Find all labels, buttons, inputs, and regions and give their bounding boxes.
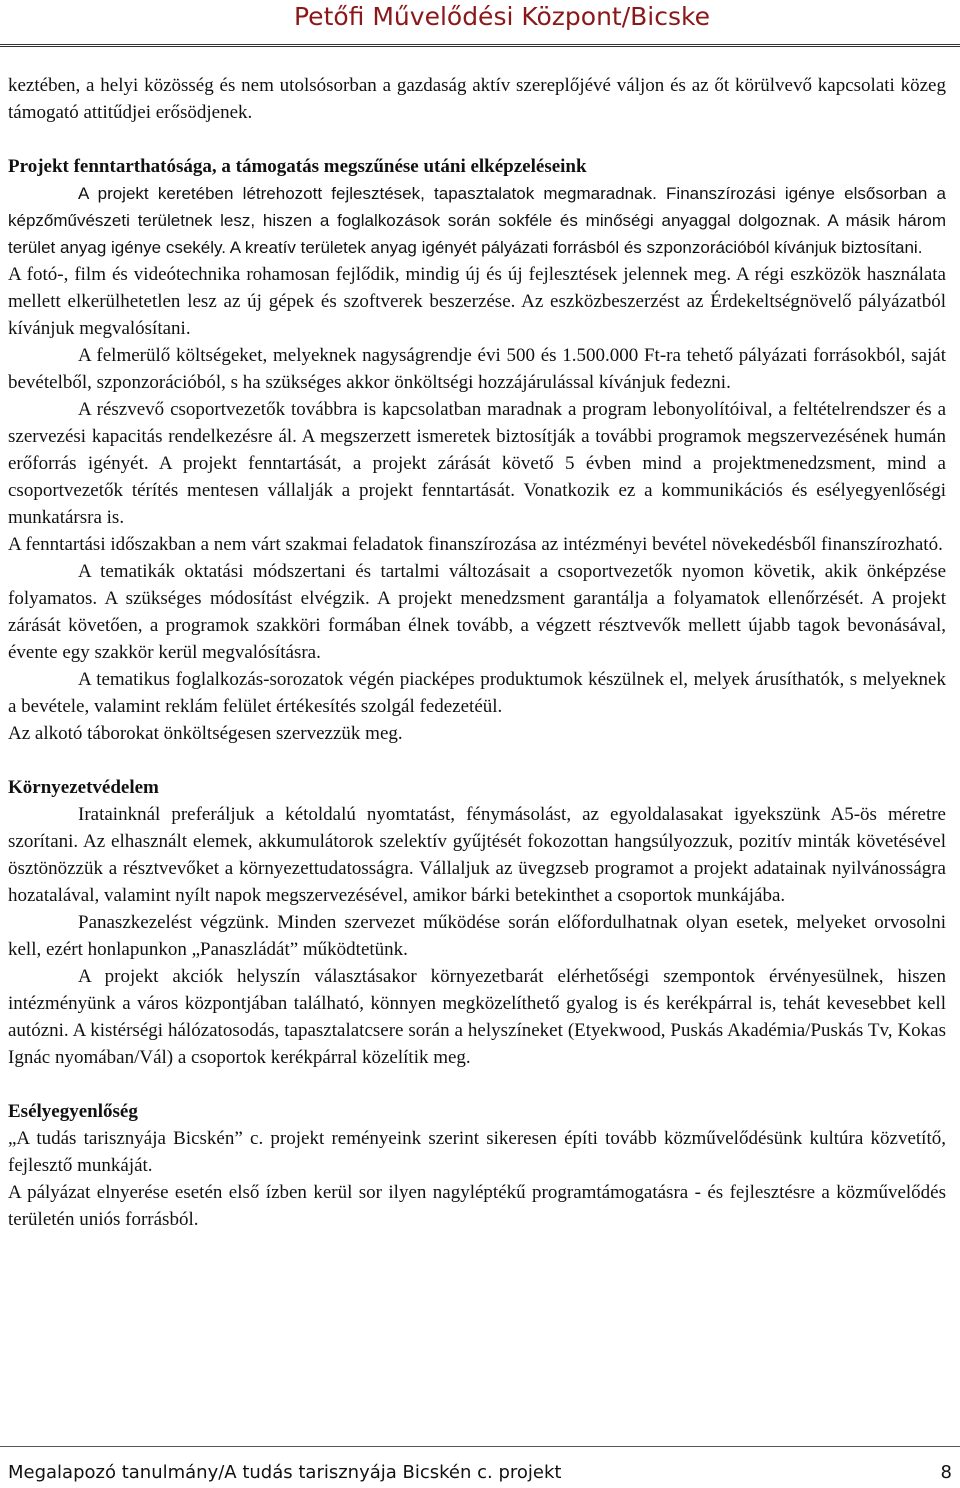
- paragraph-intro: keztében, a helyi közösség és nem utolsósorban a gazdaság aktív szereplőjévé váljon és az őt körülvevő kapcsolati közeg támogató attitűdjei erősödjenek.: [8, 75, 946, 123]
- header-divider: [0, 44, 960, 47]
- paragraph-thematics: A tematikák oktatási módszertani és tartalmi változásait a csoportvezetők nyomon követik, akik önképzése folyamatos. A szükséges módosítást elvégzik. A projekt menedzsment garantálja a folyamatok ellenőrzését. A projekt zárását követően, a programok szakköri formában élnek tovább, a végzett résztvevők mellett újabb tagok bevonásával, évente egy szakkör kerül megvalósításra.: [8, 561, 946, 663]
- paragraph-technology: A fotó-, film és videótechnika rohamosan fejlődik, mindig új és új fejlesztések jelennek meg. A régi eszközök használata mellett elkerülhetetlen lesz az új gépek és szoftverek beszerzése. Az eszközbeszerzést az Érdekeltségnövelő pályázatból kívánjuk megvalósítani.: [8, 264, 946, 339]
- paragraph-camps: Az alkotó táborokat önköltségesen szervezzük meg.: [8, 723, 403, 744]
- paragraph-financing: A projekt keretében létrehozott fejlesztések, tapasztalatok megmaradnak. Finanszírozási igénye elsősorban a képzőművészeti területnek lesz, hiszen a foglalkozások során sokféle és minőségi anyaggal dolgoznak. A másik három terület anyag igénye csekély. A kreatív területek anyag igényét pályázati forrásból és szponzorációból kívánjuk biztosítani.: [8, 184, 946, 257]
- page-header: [0, 0, 960, 40]
- page-number: 8: [940, 1462, 952, 1483]
- paragraph-group-leaders: A részvevő csoportvezetők továbbra is kapcsolatban maradnak a program lebonyolítóival, a feltételrendszer és a szervezési kapacitás rendelkezésre ál. A megszerzett ismeretek biztosítják a további programok megszervezésének humán erőforrás igényét. A projekt fenntartását, a projekt zárását követő 5 évben mind a projektmenedzsment, mind a csoportvezetők térítés mentesen vállalják a projekt fenntartását. Vonatkozik ez a kommunikációs és esélyegyenlőségi munkatársra is.: [8, 399, 946, 528]
- paragraph-products: A tematikus foglalkozás-sorozatok végén piacképes produktumok készülnek el, melyek árusíthatók, s melyeknek a bevétele, valamint reklám felület értékesítés szolgál fedezetéül.: [8, 669, 946, 717]
- document-body: [8, 72, 946, 1233]
- paragraph-maintenance: A fenntartási időszakban a nem várt szakmai feladatok finanszírozása az intézményi bevétel növekedésből finanszírozható.: [8, 534, 943, 555]
- section-heading-sustainability: Projekt fenntarthatósága, a támogatás megszűnése utáni elképzeléseink: [8, 156, 587, 177]
- paragraph-project: „A tudás tarisznyája Bicskén” c. projekt reményeink szerint sikeresen építi tovább közművelődésünk kultúra közvetítő, fejlesztő munkáját.: [8, 1128, 946, 1176]
- paragraph-costs: A felmerülő költségeket, melyeknek nagyságrendje évi 500 és 1.500.000 Ft-ra tehető pályázati forrásokból, saját bevételből, szponzorációból, s ha szükséges akkor önköltségi hozzájárulással kívánjuk fedezni.: [8, 345, 946, 393]
- header-title: Petőfi Művelődési Központ/Bicske: [294, 2, 710, 31]
- section-heading-equal-opportunity: Esélyegyenlőség: [8, 1101, 138, 1122]
- paragraph-complaints: Panaszkezelést végzünk. Minden szervezet működése során előfordulhatnak olyan esetek, melyeket orvosolni kell, ezért honlapunkon „Panaszládát” működtetünk.: [8, 912, 946, 960]
- paragraph-funding: A pályázat elnyerése esetén első ízben kerül sor ilyen nagyléptékű programtámogatásra - és fejlesztésre a közművelődés területén uniós forrásból.: [8, 1182, 946, 1230]
- section-heading-environment: Környezetvédelem: [8, 777, 159, 798]
- paragraph-printing: Iratainknál preferáljuk a kétoldalú nyomtatást, fénymásolást, az egyoldalasakat igyekszünk A5-ös méretre szorítani. Az elhasznált elemek, akkumulátorok szelektív gyűjtését fokozottan hangsúlyozzuk, pozitív minták követésével ösztönözzük a résztvevőket a környezettudatosságra. Vállaljuk az üvegzseb programot a projekt adatainak nyilvánosságra hozatalával, valamint nyílt napok megszervezésével, amikor bárki betekinthet a csoportok munkájába.: [8, 804, 946, 906]
- footer-divider: [0, 1446, 960, 1447]
- paragraph-venues: A projekt akciók helyszín választásakor környezetbarát elérhetőségi szempontok érvényesülnek, hiszen intézményünk a város központjában található, könnyen megközelíthető gyalog is és kerékpárral is, tehát kevesebbet kell autózni. A kistérségi hálózatosodás, tapasztalatcsere során a helyszíneket (Etyekwood, Puskás Akadémia/Puskás Tv, Kokas Ignác nyomában/Vál) a csoportok kerékpárral közelítik meg.: [8, 966, 946, 1068]
- footer-text: Megalapozó tanulmány/A tudás tarisznyája Bicskén c. projekt: [8, 1462, 562, 1483]
